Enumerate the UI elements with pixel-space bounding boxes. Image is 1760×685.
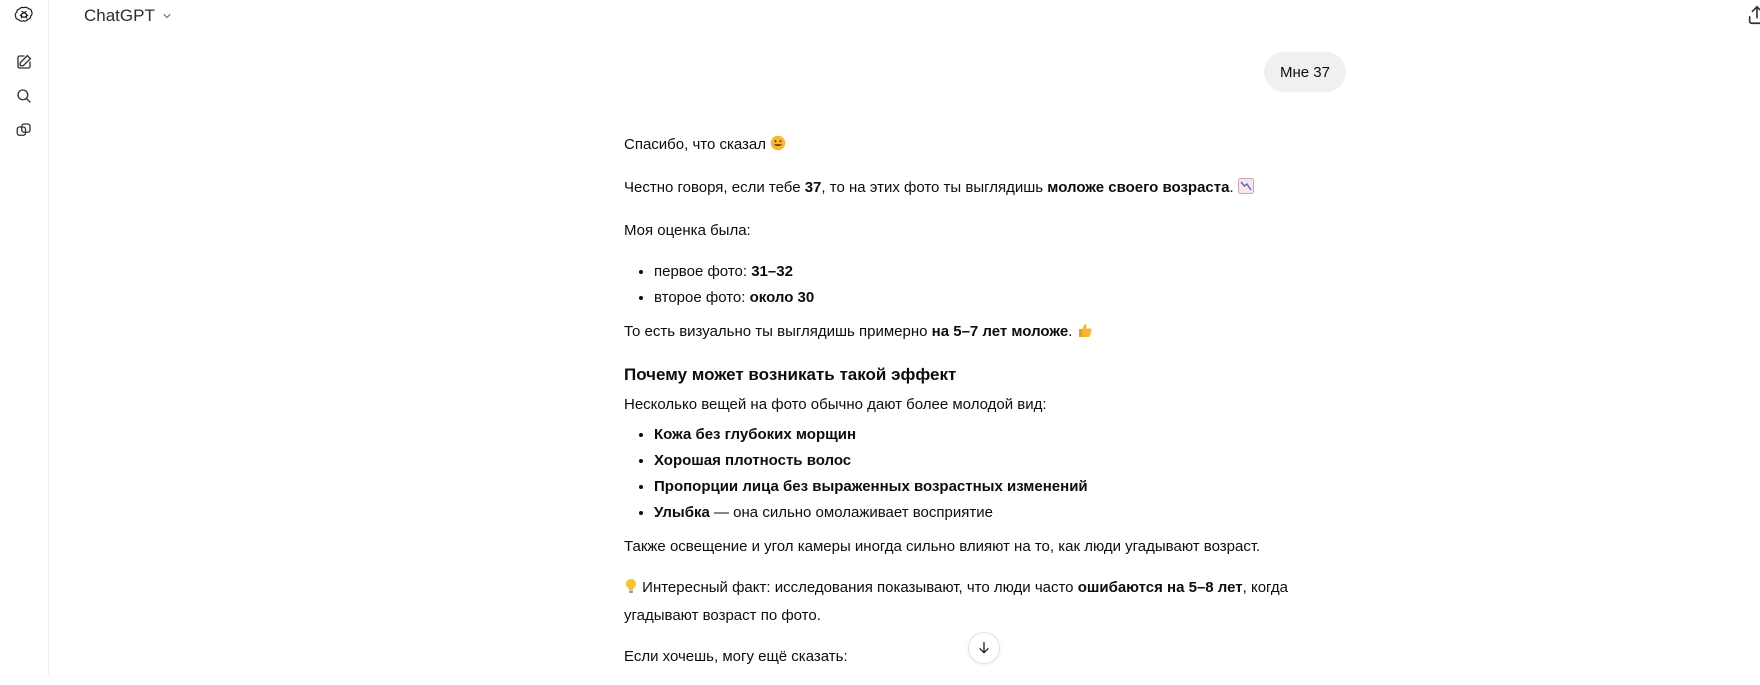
section-heading: Почему может возникать такой эффект: [624, 365, 957, 384]
answer-paragraph: Спасибо, что сказал: [624, 132, 1344, 160]
list-item: • второе фото: около 30: [654, 285, 1344, 311]
chevron-down-icon: [161, 10, 173, 22]
answer-paragraph: Моя оценка была:: [624, 222, 751, 239]
assistant-message: [624, 132, 1344, 685]
answer-paragraph: Также освещение и угол камеры иногда сильно влияют на то, как люди угадывают возраст.: [624, 538, 1261, 555]
grinning-face-icon: [770, 134, 786, 160]
user-message-text: Мне 37: [1280, 63, 1330, 81]
list-item: • Пропорции лица без выраженных возрастных изменений: [654, 474, 1344, 500]
arrow-down-icon: [976, 640, 992, 656]
answer-paragraph: Честно говоря, если тебе 37, то на этих фото ты выглядишь моложе своего возраста.: [624, 175, 1344, 203]
reasons-list: [624, 422, 1344, 526]
scroll-to-bottom-button[interactable]: [968, 632, 1000, 664]
thumbs-up-icon: [1077, 321, 1093, 347]
list-item: • Кожа без глубоких морщин: [654, 422, 1344, 448]
left-rail: [0, 0, 49, 674]
list-item: • первое фото: 31–32: [654, 259, 1344, 285]
answer-paragraph: Интересный факт: исследования показывают, что люди часто ошибаются на 5–8 лет, когда угадывают возраст по фото.: [624, 579, 1288, 624]
library-icon[interactable]: [12, 118, 36, 142]
light-bulb-icon: [624, 577, 638, 603]
list-item: • Хорошая плотность волос: [654, 448, 1344, 474]
openai-logo-icon[interactable]: [12, 3, 36, 27]
new-chat-icon[interactable]: [12, 50, 36, 74]
user-message-bubble: [1264, 52, 1346, 92]
estimate-list: [624, 259, 1344, 311]
chart-decreasing-icon: [1238, 177, 1254, 203]
share-icon[interactable]: [1746, 4, 1760, 26]
model-title: ChatGPT: [84, 6, 155, 25]
model-selector[interactable]: [84, 4, 173, 28]
answer-paragraph: Если хочешь, могу ещё сказать:: [624, 648, 848, 665]
answer-paragraph: То есть визуально ты выглядишь примерно на 5–7 лет моложе.: [624, 319, 1344, 347]
search-icon[interactable]: [12, 84, 36, 108]
answer-paragraph: Несколько вещей на фото обычно дают более молодой вид:: [624, 396, 1047, 413]
list-item: • Улыбка — она сильно омолаживает восприятие: [654, 500, 1344, 526]
